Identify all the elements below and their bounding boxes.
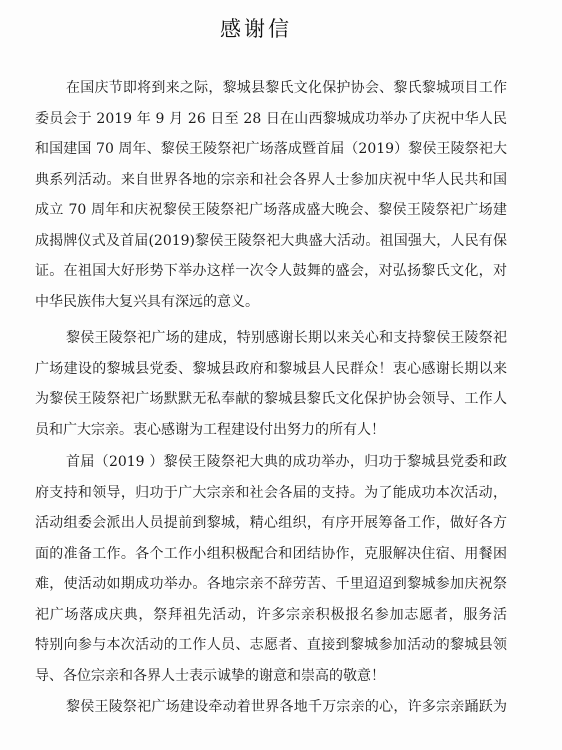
paragraph-3 [35, 447, 507, 691]
paragraph-2 [35, 323, 507, 445]
text-line: 导、各位宗亲和各界人士表示诚挚的谢意和崇高的敬意！ [35, 667, 385, 684]
text-line: 中华民族伟大复兴具有深远的意义。 [35, 293, 259, 310]
text-line: 委员会于 2019 年 9 月 26 日至 28 日在山西黎城成功举办了庆祝中华人民 [35, 110, 507, 127]
text-line: 难，使活动如期成功举办。各地宗亲不辞劳苦、千里迢迢到黎城参加庆祝祭 [35, 576, 507, 592]
text-line: 特别向参与本次活动的工作人员、志愿者、直接到黎城参加活动的黎城县领 [35, 637, 507, 653]
text-line: 首届（2019 ）黎侯王陵祭祀大典的成功举办，归功于黎城县党委和政 [66, 454, 507, 470]
paragraph-4 [35, 692, 507, 723]
text-line: 黎侯王陵祭祀广场的建成，特别感谢长期以来关心和支持黎侯王陵祭祀 [66, 330, 507, 346]
text-line: 和国建国 70 周年、黎侯王陵祭祀广场落成暨首届（2019）黎侯王陵祭祀大 [35, 141, 507, 157]
letter-title: 感谢信 [220, 17, 292, 41]
text-line: 黎侯王陵祭祀广场建设牵动着世界各地千万宗亲的心，许多宗亲踊跃为 [66, 699, 507, 715]
text-line: 祀广场落成庆典，祭拜祖先活动，许多宗亲积极报名参加志愿者，服务活 [35, 606, 507, 623]
text-line: 为黎侯王陵祭祀广场默默无私奉献的黎城县黎氏文化保护协会领导、工作人 [35, 391, 507, 407]
text-line: 活动组委会派出人员提前到黎城，精心组织，有序开展筹备工作，做好各方 [35, 515, 507, 531]
text-line: 典系列活动。来自世界各地的宗亲和社会各界人士参加庆祝中华人民共和国 [35, 171, 507, 188]
text-line: 广场建设的黎城县党委、黎城县政府和黎城县人民群众！衷心感谢长期以来 [35, 360, 507, 377]
text-line: 员和广大宗亲。衷心感谢为工程建设付出努力的所有人！ [35, 421, 385, 438]
text-line: 成立 70 周年和庆祝黎侯王陵祭祀广场落成盛大晚会、黎侯王陵祭祀广场建 [35, 202, 507, 218]
text-line: 证。在祖国大好形势下举办这样一次令人鼓舞的盛会，对弘扬黎氏文化，对 [35, 263, 507, 279]
paragraph-1 [35, 73, 507, 317]
text-line: 面的准备工作。各个工作小组积极配合和团结协作，克服解决住宿、用餐困 [35, 545, 507, 562]
text-line: 府支持和领导，归功于广大宗亲和社会各届的支持。为了能成功本次活动， [35, 484, 507, 501]
text-line: 成揭牌仪式及首届(2019)黎侯王陵祭祀大典盛大活动。祖国强大，人民有保 [35, 232, 507, 249]
text-line: 在国庆节即将到来之际，黎城县黎氏文化保护协会、黎氏黎城项目工作 [66, 80, 507, 96]
